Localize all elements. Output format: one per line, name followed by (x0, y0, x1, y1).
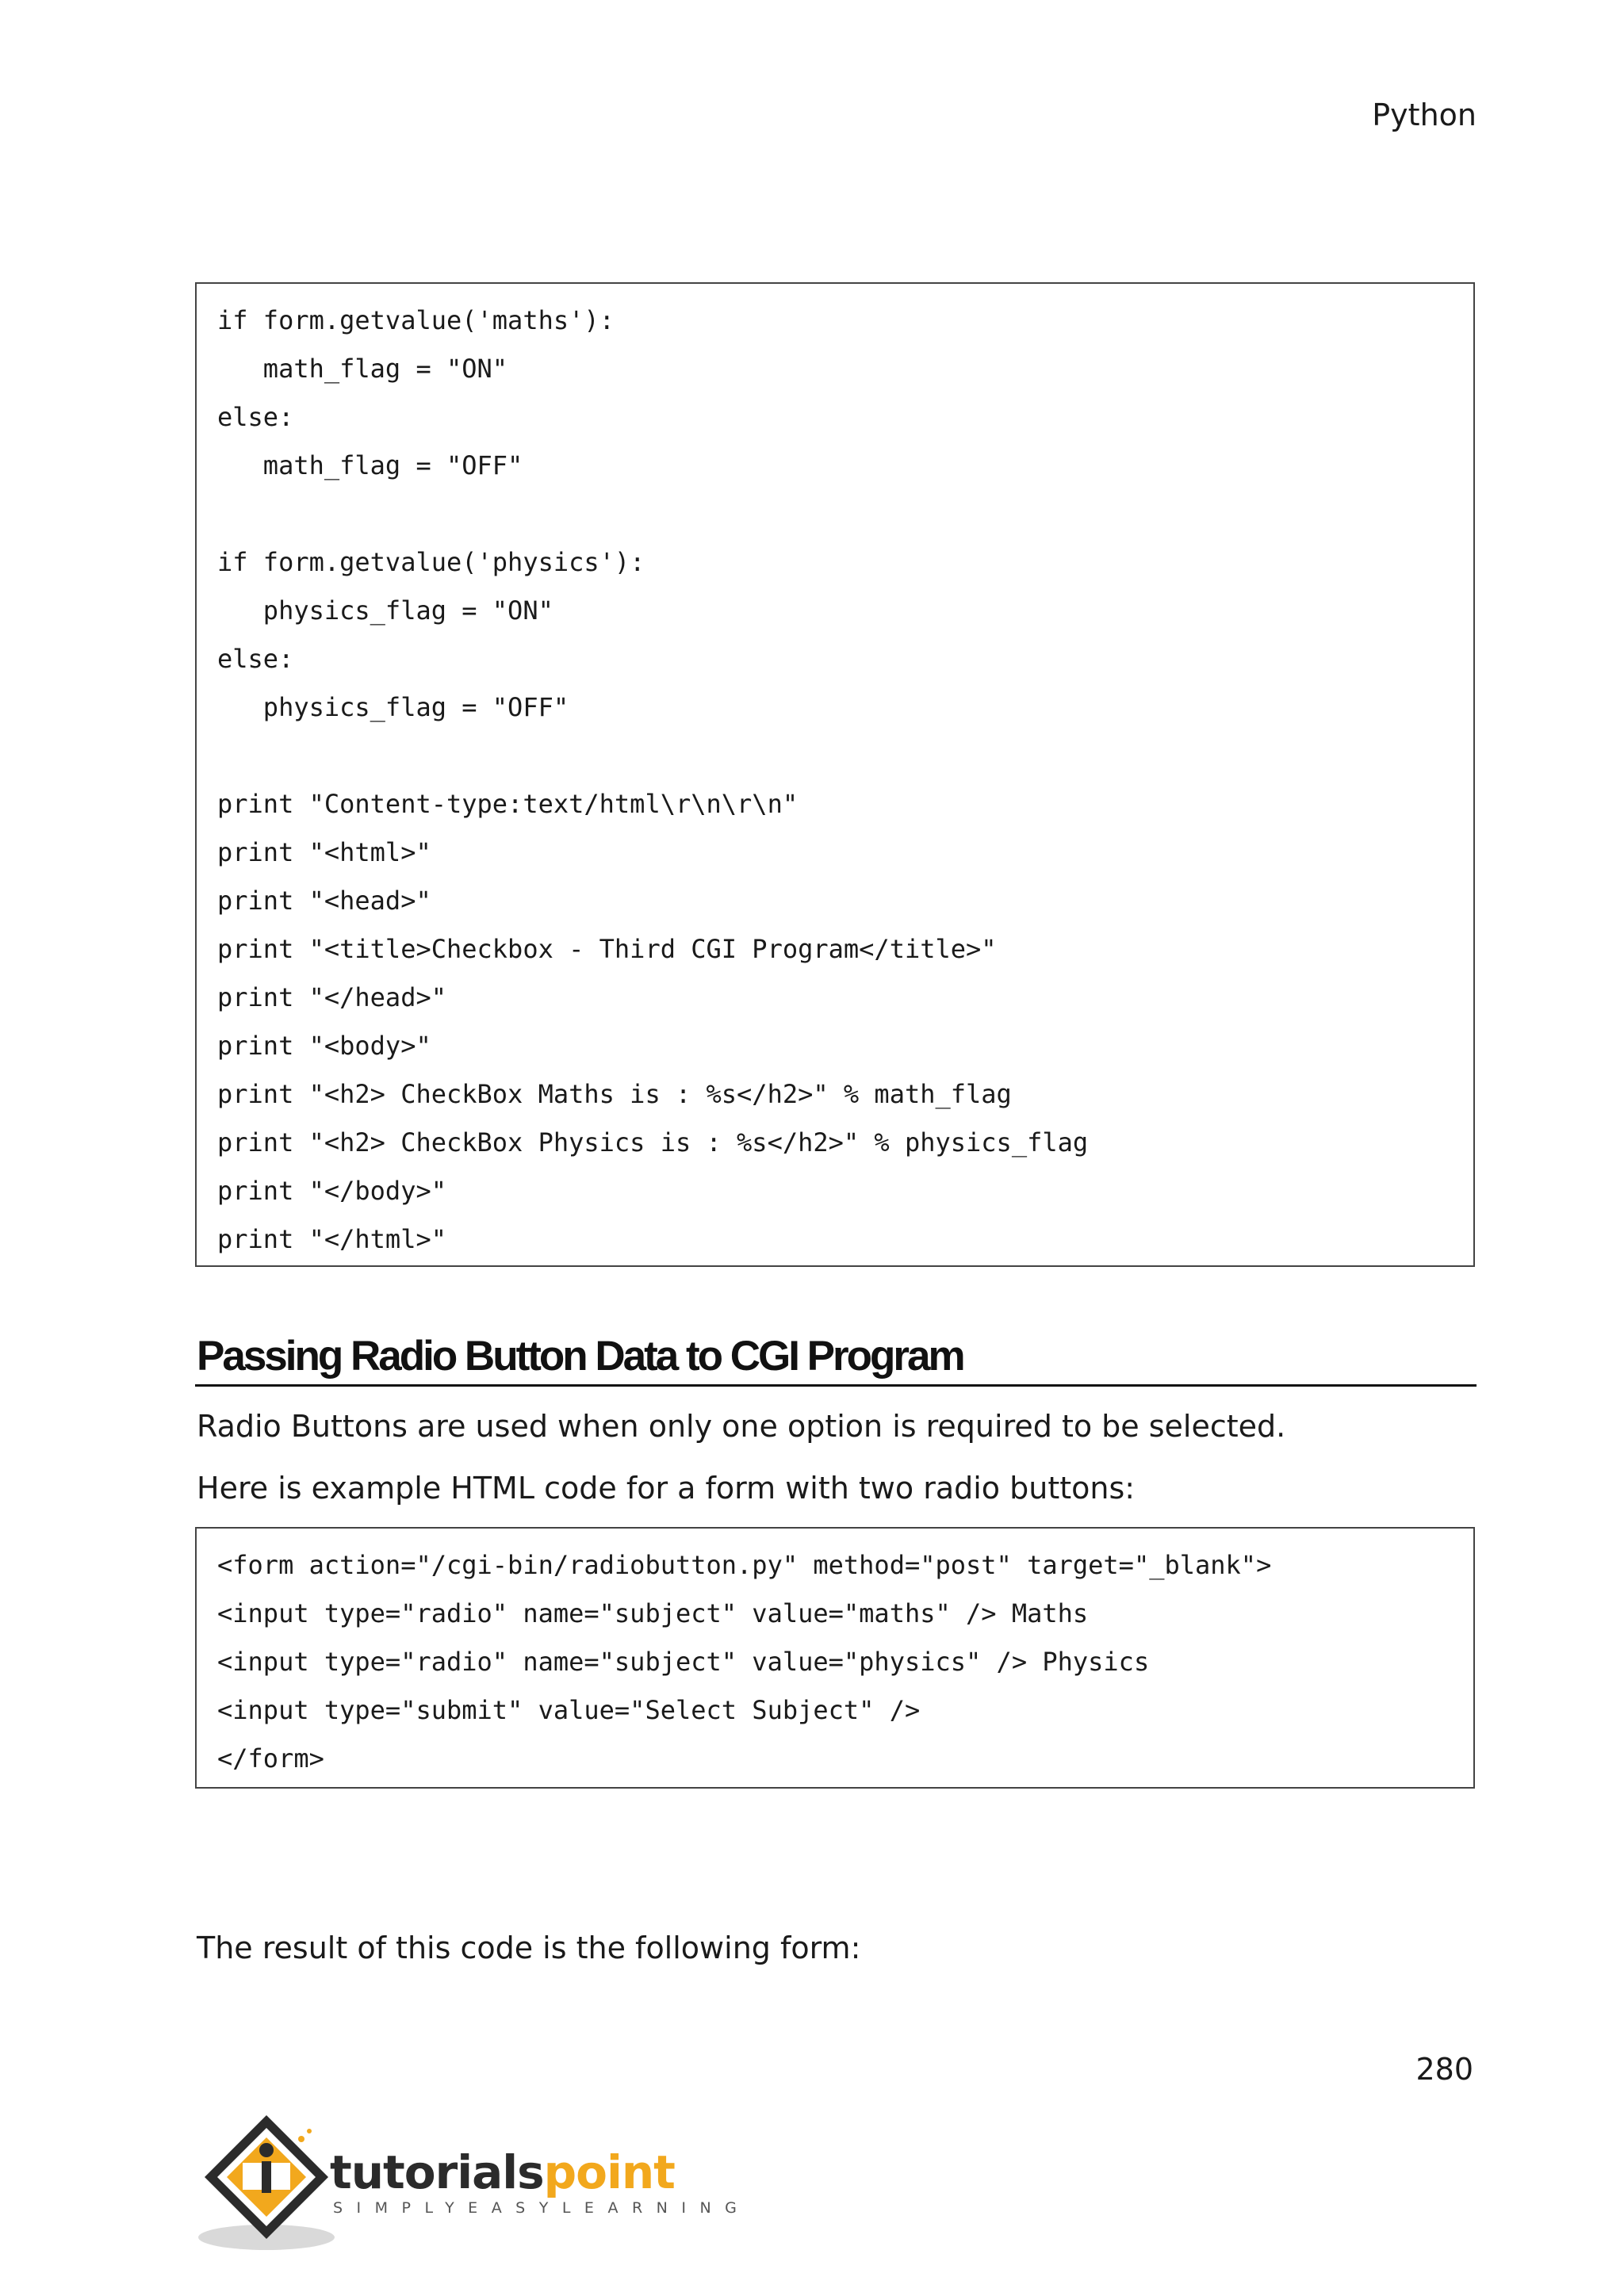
logo-wordmark (330, 2147, 675, 2198)
code-line: print "<head>" (217, 886, 431, 916)
logo-word-accent: point (543, 2145, 675, 2199)
code-line: physics_flag = "OFF" (217, 692, 569, 722)
tutorialspoint-logo (193, 2110, 751, 2253)
code-line: <input type="radio" name="subject" value="maths" /> Maths (217, 1598, 1089, 1628)
paragraph-radio-intro: Radio Buttons are used when only one option is required to be selected. (197, 1409, 1286, 1444)
code-line (217, 490, 1453, 538)
code-line: print "<h2> CheckBox Physics is : %s</h2>" % physics_flag (217, 1127, 1089, 1158)
code-line: math_flag = "OFF" (217, 450, 523, 480)
code-block-checkbox-script (195, 282, 1475, 1267)
code-line: if form.getvalue('maths'): (217, 305, 615, 335)
code-line: if form.getvalue('physics'): (217, 547, 645, 577)
code-line: <form action="/cgi-bin/radiobutton.py" method="post" target="_blank"> (217, 1550, 1272, 1580)
code-line: math_flag = "ON" (217, 354, 508, 384)
logo-word-dark: tutorials (330, 2145, 544, 2199)
code-line: physics_flag = "ON" (217, 595, 553, 626)
code-line: print "<html>" (217, 837, 431, 867)
code-line: print "<h2> CheckBox Maths is : %s</h2>" % math_flag (217, 1079, 1012, 1109)
code-line: </form> (217, 1743, 324, 1774)
running-header-title: Python (1372, 98, 1477, 132)
page-number: 280 (1415, 2052, 1473, 2087)
code-line: print "Content-type:text/html\r\n\r\n" (217, 789, 799, 819)
tutorialspoint-logo-icon (193, 2110, 336, 2253)
logo-tagline: SIMPLYEASYLEARNING (333, 2199, 751, 2217)
code-line: print "</html>" (217, 1224, 446, 1254)
code-line (217, 732, 1453, 780)
section-heading-rule (195, 1384, 1477, 1387)
code-line: print "<title>Checkbox - Third CGI Program</title>" (217, 934, 997, 964)
code-line: <input type="submit" value="Select Subject" /> (217, 1695, 921, 1725)
code-line: print "</body>" (217, 1176, 446, 1206)
code-line: <input type="radio" name="subject" value="physics" /> Physics (217, 1647, 1150, 1677)
code-line: else: (217, 402, 294, 432)
code-line: else: (217, 644, 294, 674)
code-block-radio-form (195, 1527, 1475, 1789)
section-heading: Passing Radio Button Data to CGI Program (197, 1333, 963, 1380)
code-line: print "<body>" (217, 1031, 431, 1061)
paragraph-example-intro: Here is example HTML code for a form with two radio buttons: (197, 1471, 1136, 1506)
code-line: print "</head>" (217, 982, 446, 1012)
paragraph-result: The result of this code is the following form: (197, 1931, 861, 1965)
